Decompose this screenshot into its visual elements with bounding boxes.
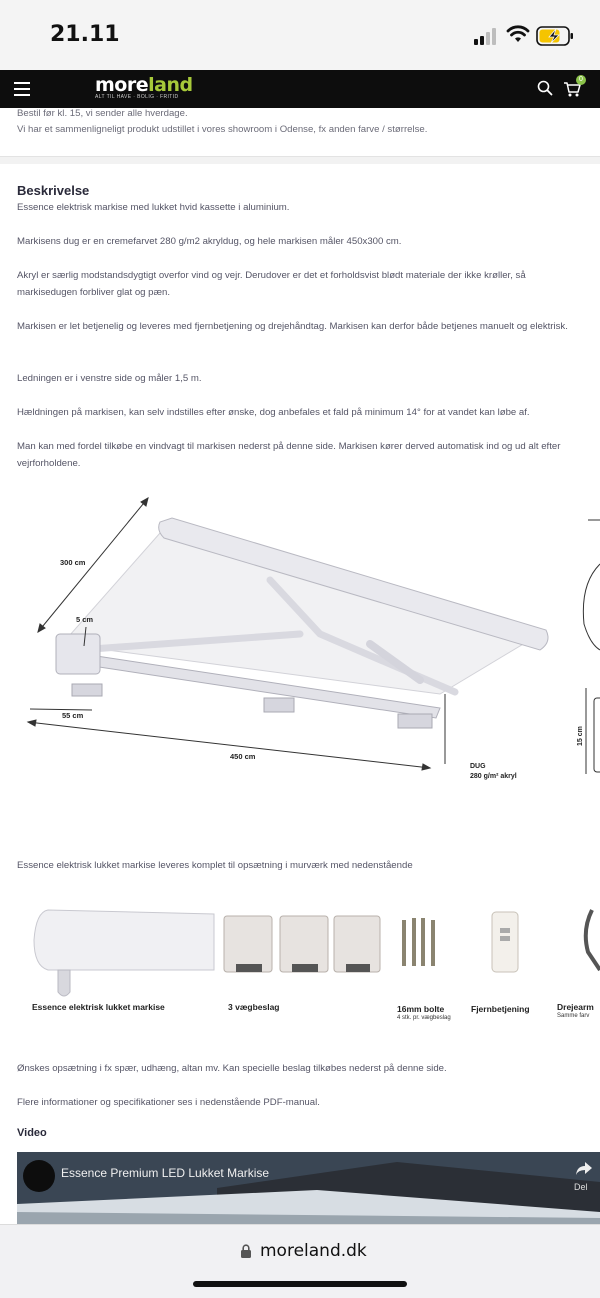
part-label: 3 vægbeslag xyxy=(228,1002,280,1012)
video-thumbnail xyxy=(17,1152,600,1224)
extra-paragraph: Ønskes opsætning i fx spær, udhæng, altan mv. Kan specielle beslag tilkøbes nederst på denne side. xyxy=(17,1063,447,1074)
search-icon[interactable] xyxy=(537,80,553,96)
channel-avatar[interactable] xyxy=(23,1160,55,1192)
video-player[interactable] xyxy=(17,1152,600,1224)
part-sublabel: Samme farv xyxy=(557,1013,590,1019)
dimension-label: 300 cm xyxy=(60,558,86,567)
description-paragraph: Ledningen er i venstre side og måler 1,5 m. xyxy=(17,373,202,384)
notice-line: Vi har et sammenligneligt produkt udstillet i vores showroom i Odense, fx anden farve / størrelse. xyxy=(17,124,428,135)
description-paragraph: Markisens dug er en cremefarvet 280 g/m2 akryldug, og hele markisen måler 450x300 cm. xyxy=(17,236,402,247)
wifi-icon xyxy=(506,24,530,44)
fabric-spec-label: 280 g/m² akryl xyxy=(470,773,517,780)
share-icon[interactable] xyxy=(575,1160,593,1176)
logo-text: more xyxy=(95,74,149,96)
included-parts-illustration xyxy=(0,900,600,1030)
browser-address-bar[interactable] xyxy=(0,1224,600,1298)
section-divider xyxy=(0,156,600,164)
status-time: 21.11 xyxy=(50,22,120,47)
logo-text-accent: land xyxy=(148,74,193,96)
video-heading: Video xyxy=(17,1127,47,1139)
description-paragraph: Man kan med fordel tilkøbe en vindvagt til markisen nederst på denne side. Markisen kører derved automatisk ind og ud alt efter vejrforholdene. xyxy=(17,441,561,469)
dimension-label: 55 cm xyxy=(62,711,84,720)
description-paragraph: Essence elektrisk markise med lukket hvid kassette i aluminium. xyxy=(17,202,290,213)
description-paragraph: Akryl er særlig modstandsdygtigt overfor vind og vejr. Derudover er det et forholdsvist blødt materiale der ikke krøller, så markisedugen forbliver glat og pæn. xyxy=(17,270,526,298)
description-heading: Beskrivelse xyxy=(17,183,90,198)
notice-line: Bestil før kl. 15, vi sender alle hverdage. xyxy=(17,108,188,119)
dimension-label: 450 cm xyxy=(230,752,256,761)
fabric-label: DUG xyxy=(470,763,486,770)
home-indicator[interactable] xyxy=(193,1281,407,1287)
delivery-intro: Essence elektrisk lukket markise leveres komplet til opsætning i murværk med nedenstående xyxy=(17,860,413,871)
lock-icon xyxy=(240,1244,252,1258)
url-text[interactable]: moreland.dk xyxy=(260,1241,367,1261)
site-logo[interactable] xyxy=(95,76,193,102)
cart-count-badge: 0 xyxy=(576,75,586,85)
dimension-label: 5 cm xyxy=(76,615,94,624)
logo-tagline: ALT TIL HAVE · BOLIG · FRITID xyxy=(95,94,179,100)
menu-icon[interactable] xyxy=(14,82,30,96)
shipping-notice xyxy=(0,108,600,156)
awning-dimension-illustration xyxy=(0,484,600,804)
status-bar xyxy=(0,0,600,70)
part-label: Essence elektrisk lukket markise xyxy=(32,1002,165,1012)
part-label: Fjernbetjening xyxy=(471,1004,530,1014)
battery-charging-icon xyxy=(536,26,574,46)
part-label: 16mm bolte xyxy=(397,1004,445,1014)
part-label: Drejearm xyxy=(557,1002,594,1012)
dimension-label: 15 cm xyxy=(577,726,584,746)
description-paragraph: Markisen er let betjenelig og leveres med fjernbetjening og drejehåndtag. Markisen kan derfor både betjenes manuelt og elektrisk. xyxy=(17,321,568,332)
part-sublabel: 4 stk. pr. vægbeslag xyxy=(397,1015,451,1021)
extra-paragraph: Flere informationer og specifikationer ses i nedenstående PDF-manual. xyxy=(17,1097,320,1108)
site-header xyxy=(0,70,600,108)
description-paragraph: Hældningen på markisen, kan selv indstilles efter ønske, dog anbefales et fald på minimum 14° for at vandet kan løbe af. xyxy=(17,407,530,418)
video-title[interactable]: Essence Premium LED Lukket Markise xyxy=(61,1166,270,1180)
cellular-signal-icon xyxy=(474,27,500,45)
share-label[interactable]: Del xyxy=(574,1182,588,1192)
